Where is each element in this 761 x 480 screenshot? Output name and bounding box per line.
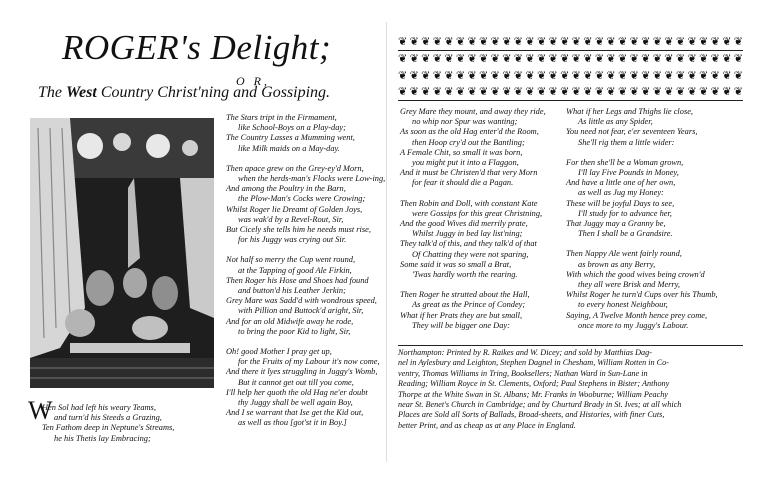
ornament-icon: ❦: [560, 86, 570, 98]
ornament-icon: ❦: [629, 53, 639, 65]
ornament-icon: ❦: [444, 53, 454, 65]
ornament-icon: ❦: [548, 36, 558, 48]
ornament-icon: ❦: [710, 53, 720, 65]
ornament-icon: ❦: [664, 70, 674, 82]
ornament-icon: ❦: [652, 36, 662, 48]
imprint-line: near St. Benet's Church in Cambridge; and by Churturd Brady in St. Ives; at all which: [398, 400, 682, 410]
verse-line: as brown as any Berry,: [578, 259, 656, 269]
ornament-icon: ❦: [479, 86, 489, 98]
verse-line: I'll help her quoth the old Hag ne'er doubt: [226, 387, 368, 397]
verse-line: Ten Fathom deep in Neptune's Streams,: [42, 423, 175, 433]
ornament-icon: ❦: [687, 70, 697, 82]
ornament-icon: ❦: [560, 70, 570, 82]
ornament-icon: ❦: [710, 36, 720, 48]
ornament-icon: ❦: [606, 53, 616, 65]
imprint-line: Reading; William Royce in St. Clements, Oxford; Paul Stephens in Bister; Anthony: [398, 379, 670, 389]
verse-line: And it must be Christen'd that very Morn: [400, 168, 538, 178]
verse-line: That Juggy may a Granny be,: [566, 219, 666, 229]
ornament-icon: ❦: [536, 86, 547, 98]
verse-line: as well as Jug my Honey:: [578, 188, 664, 198]
ornament-icon: ❦: [594, 70, 605, 82]
verse-line: Oh! good Mother I pray get up,: [226, 347, 332, 357]
verse-line: and turn'd his Steeds a Grazing,: [54, 413, 162, 423]
ornament-rule: [398, 50, 743, 51]
ornament-icon: ❦: [536, 36, 547, 48]
ornament-icon: ❦: [583, 86, 593, 98]
ornament-icon: ❦: [467, 53, 477, 65]
verse-line: were Gossips for this great Christning,: [412, 208, 543, 218]
ornament-icon: ❦: [675, 86, 686, 98]
imprint-line: Places are Sold all Sorts of Ballads, Broad-sheets, and Histories, with finer Cuts,: [398, 410, 665, 420]
verse-line: You need not fear, e'er seventeen Years,: [566, 127, 698, 137]
ornament-icon: ❦: [513, 86, 523, 98]
verse-line: I'll lay Five Pounds in Money,: [578, 168, 679, 178]
verse-line: and button'd his Leather Jerkin;: [238, 286, 346, 296]
stanza-gap: [566, 148, 718, 158]
drop-cap: W: [28, 396, 53, 425]
verse-line: But it cannot get out till you come,: [238, 377, 354, 387]
verse-line: Then Roger he strutted about the Hall,: [400, 290, 530, 300]
ornament-icon: ❦: [490, 53, 500, 65]
ornament-icon: ❦: [490, 70, 500, 82]
ornament-icon: ❦: [479, 36, 489, 48]
ornament-icon: ❦: [699, 36, 709, 48]
ornament-icon: ❦: [409, 70, 419, 82]
ornament-icon: ❦: [455, 70, 466, 82]
ornament-icon: ❦: [467, 86, 477, 98]
verse-line: They will be bigger one Day:: [412, 320, 510, 330]
ornament-icon: ❦: [652, 70, 662, 82]
ornament-icon: ❦: [629, 36, 639, 48]
ornament-icon: ❦: [444, 36, 454, 48]
verse-line: Then Roger his Hose and Shoes had found: [226, 275, 369, 285]
stanza-gap: [226, 154, 385, 164]
ornament-icon: ❦: [455, 86, 466, 98]
ornament-icon: ❦: [513, 36, 523, 48]
ornament-icon: ❦: [467, 36, 477, 48]
verse-line: for fear it should die a Pagan.: [412, 178, 514, 188]
verse-line: The Country Lasses a Mumming went,: [226, 133, 355, 143]
ornament-icon: ❦: [398, 70, 408, 82]
ornament-icon: ❦: [617, 36, 628, 48]
verse-line: was wak'd by a Revel-Rout, Sir,: [238, 214, 344, 224]
ornament-icon: ❦: [548, 86, 558, 98]
printer-imprint: [398, 348, 743, 431]
ornament-icon: ❦: [583, 36, 593, 48]
ornament-icon: ❦: [525, 86, 535, 98]
ornament-icon: ❦: [629, 86, 639, 98]
ornament-icon: ❦: [421, 86, 431, 98]
ornament-icon: ❦: [502, 53, 512, 65]
ornament-icon: ❦: [606, 36, 616, 48]
ornament-icon: ❦: [733, 36, 743, 48]
ornament-icon: ❦: [583, 70, 593, 82]
ornament-icon: ❦: [733, 70, 743, 82]
ornament-icon: ❦: [421, 36, 431, 48]
stanza-gap: [226, 337, 385, 347]
verse-line: Grey Mare was Sadd'd with wondrous speed,: [226, 296, 377, 306]
verse-line: no whip nor Spur was wanting;: [412, 117, 518, 127]
verse-line: 'Twas hardly worth the rearing.: [412, 270, 518, 280]
ornament-icon: ❦: [699, 86, 709, 98]
ornament-icon: ❦: [479, 53, 489, 65]
verse-line: then Hoop cry'd out the Bantling;: [412, 137, 525, 147]
verse-line: And for an old Midwife away he rode,: [226, 316, 354, 326]
imprint-line: nel in Aylesbury and Leighton, Stephen Dagnel in Chesham, William Rotten in Co-: [398, 358, 669, 368]
ornament-icon: ❦: [398, 36, 408, 48]
verse-line: And among the Poultry in the Barn,: [226, 184, 346, 194]
ornament-icon: ❦: [421, 53, 431, 65]
ornament-icon: ❦: [502, 36, 512, 48]
sheet-fold: [386, 22, 387, 462]
verse-line: Some said it was so small a Brat,: [400, 259, 512, 269]
verse-line: For then she'll be a Woman grown,: [566, 157, 684, 167]
subtitle-post: Country Christ'ning and Gossiping.: [96, 84, 331, 101]
verse-line: Whilst Juggy in bed lay list'ning;: [412, 229, 523, 239]
verse-line: Saying, A Twelve Month hence prey come,: [566, 310, 708, 320]
ornament-icon: ❦: [675, 36, 686, 48]
verse-line: like Milk maids on a May-day.: [238, 143, 340, 153]
stanza-gap: [566, 239, 718, 249]
ornament-icon: ❦: [398, 86, 408, 98]
verse-line: And there it lyes struggling in Juggy's Womb,: [226, 367, 378, 377]
verse-line: Hen Sol had left his weary Teams,: [42, 403, 156, 412]
ornament-icon: ❦: [536, 70, 547, 82]
ornament-icon: ❦: [629, 70, 639, 82]
verse-line: you might put it into a Flaggon,: [412, 158, 519, 168]
imprint-line: Northampton: Printed by R. Raikes and W. Dicey; and sold by Matthias Dag-: [398, 348, 652, 357]
verse-line: as well as thou [got'st it in Boy.]: [238, 418, 347, 428]
ornament-icon: ❦: [710, 86, 720, 98]
verse-line: when the herds-man's Flocks were Low-ing,: [238, 174, 386, 184]
verse-line: they all were Brisk and Merry,: [578, 280, 681, 290]
verse-line: Then apace grew on the Grey-ey'd Morn,: [226, 163, 364, 173]
verse-line: She'll rig them a little wider:: [578, 137, 675, 147]
verse-column-2: [400, 107, 546, 331]
verse-line: Whilst Roger he turn'd Cups over his Thumb,: [566, 290, 718, 300]
ornament-icon: ❦: [444, 86, 454, 98]
verse-line: like School-Boys on a Play-day;: [238, 123, 346, 133]
verse-line: with Pillion and Buttock'd aright, Sir,: [238, 306, 364, 316]
verse-line: Whilst Roger lie Dreamt of Golden Joys,: [226, 204, 363, 214]
ornament-icon: ❦: [432, 86, 442, 98]
verse-line: Then I shall be a Grandsire.: [578, 229, 673, 239]
ornament-icon: ❦: [421, 70, 431, 82]
ornament-icon: ❦: [641, 86, 651, 98]
ornament-icon: ❦: [571, 86, 581, 98]
verse-line: A Female Chit, so small it was born,: [400, 147, 523, 157]
ornament-icon: ❦: [710, 70, 720, 82]
ornament-icon: ❦: [617, 53, 628, 65]
verse-line: The Stars tript in the Firmament,: [226, 113, 337, 122]
verse-column-1: [226, 113, 385, 429]
ornament-icon: ❦: [525, 70, 535, 82]
ornament-icon: ❦: [733, 53, 743, 65]
stanza-gap: [400, 189, 546, 199]
ornament-icon: ❦: [455, 36, 466, 48]
verse-line: And have a little one of her own,: [566, 178, 676, 188]
ornament-icon: ❦: [455, 53, 466, 65]
ornament-icon: ❦: [409, 86, 419, 98]
verse-line: But Cicely she tells him he needs must rise,: [226, 225, 371, 235]
verse-column-3: [566, 107, 718, 331]
verse-line: to bring the poor Kid to light, Sir,: [238, 326, 351, 336]
ornament-icon: ❦: [594, 53, 605, 65]
ballad-title: ROGER's Delight;: [62, 28, 332, 67]
ornament-icon: ❦: [687, 36, 697, 48]
opening-verse: [42, 403, 174, 444]
verse-line: Then Robin and Doll, with constant Kate: [400, 198, 538, 208]
ornament-icon: ❦: [525, 53, 535, 65]
verse-line: for the Fruits of my Labour it's now come,: [238, 357, 380, 367]
ornament-icon: ❦: [606, 86, 616, 98]
ornament-icon: ❦: [594, 86, 605, 98]
ornament-icon: ❦: [432, 53, 442, 65]
ornament-icon: ❦: [502, 86, 512, 98]
ornament-band-middle: [398, 53, 743, 65]
subtitle-pre: The: [38, 84, 66, 101]
verse-line: As little as any Spider,: [578, 117, 653, 127]
imprint-line: better Print, and as cheap as at any Place in England.: [398, 420, 576, 430]
ornament-band-lower: [398, 70, 743, 82]
ornament-icon: ❦: [722, 70, 732, 82]
verse-line: the Plow-Man's Cocks were Crowing;: [238, 194, 366, 204]
ornament-icon: ❦: [606, 70, 616, 82]
ornament-band-top: [398, 36, 743, 48]
ornament-icon: ❦: [699, 53, 709, 65]
verse-line: As great as the Prince of Condey;: [412, 300, 526, 310]
title-or: O R,: [236, 74, 270, 88]
ornament-icon: ❦: [444, 70, 454, 82]
ornament-icon: ❦: [617, 70, 628, 82]
woodcut-image: [30, 118, 214, 388]
ornament-icon: ❦: [583, 53, 593, 65]
ornament-icon: ❦: [641, 70, 651, 82]
ornament-icon: ❦: [490, 86, 500, 98]
stanza-gap: [400, 280, 546, 290]
subtitle-bold: West: [66, 84, 97, 101]
ornament-icon: ❦: [664, 36, 674, 48]
ornament-icon: ❦: [664, 86, 674, 98]
imprint-line: Thorpe at the White Swan in St. Albans; Mr. Franks in Wooburne; William Peachy: [398, 389, 668, 399]
ornament-icon: ❦: [398, 53, 408, 65]
verse-line: for his Juggy was crying out Sir.: [238, 235, 347, 245]
verse-line: With which the good wives being crown'd: [566, 269, 705, 279]
ornament-icon: ❦: [513, 53, 523, 65]
ornament-icon: ❦: [594, 36, 605, 48]
verse-line: I'll study for to advance her,: [578, 208, 672, 218]
ornament-icon: ❦: [699, 70, 709, 82]
ornament-icon: ❦: [687, 53, 697, 65]
ornament-icon: ❦: [513, 70, 523, 82]
ornament-icon: ❦: [571, 53, 581, 65]
verse-line: Then Nappy Ale went fairly round,: [566, 249, 682, 259]
verse-line: once more to my Juggy's Labour.: [578, 320, 689, 330]
ornament-icon: ❦: [548, 70, 558, 82]
ballad-subtitle: [38, 84, 330, 102]
verse-line: What if her Prats they are but small,: [400, 310, 523, 320]
verse-line: to every honest Neighbour,: [578, 300, 668, 310]
ornament-icon: ❦: [490, 36, 500, 48]
ornament-icon: ❦: [536, 53, 547, 65]
ornament-rule: [398, 100, 743, 101]
ornament-icon: ❦: [548, 53, 558, 65]
ornament-icon: ❦: [722, 36, 732, 48]
ornament-icon: ❦: [641, 36, 651, 48]
verse-line: These will be joyful Days to see,: [566, 198, 675, 208]
verse-line: he his Thetis lay Embracing;: [54, 433, 151, 443]
verse-line: at the Tapping of good Ale Firkin,: [238, 265, 352, 275]
verse-line: And I se warrant that Ise get the Kid out,: [226, 408, 364, 418]
ornament-icon: ❦: [722, 53, 732, 65]
ornament-icon: ❦: [525, 36, 535, 48]
imprint-line: ventry, Thomas Williams in Tring, Booksellers; Nathan Ward in Sun-Lane in: [398, 368, 648, 378]
ornament-icon: ❦: [675, 70, 686, 82]
ornament-icon: ❦: [479, 70, 489, 82]
ornament-icon: ❦: [641, 53, 651, 65]
verse-line: Not half so merry the Cup went round,: [226, 255, 356, 265]
ornament-icon: ❦: [432, 70, 442, 82]
ornament-icon: ❦: [617, 86, 628, 98]
ornament-icon: ❦: [409, 36, 419, 48]
ornament-icon: ❦: [687, 86, 697, 98]
woodcut-illustration: [30, 118, 214, 388]
verse-line: They talk'd of this, and they talk'd of that: [400, 239, 537, 249]
ornament-icon: ❦: [652, 53, 662, 65]
ornament-icon: ❦: [571, 36, 581, 48]
verse-line: What if her Legs and Thighs lie close,: [566, 107, 694, 116]
verse-line: And the good Wives did merrily prate,: [400, 219, 528, 229]
ornament-icon: ❦: [467, 70, 477, 82]
ornament-icon: ❦: [432, 36, 442, 48]
verse-line: Of Chatting they were not sparing,: [412, 249, 529, 259]
stanza-gap: [226, 245, 385, 255]
ornament-icon: ❦: [571, 70, 581, 82]
imprint-rule: [398, 345, 743, 346]
ornament-icon: ❦: [560, 53, 570, 65]
verse-line: As soon as the old Hag enter'd the Room,: [400, 127, 539, 137]
ornament-icon: ❦: [409, 53, 419, 65]
verse-line: thy Juggy shall be well again Boy,: [238, 398, 353, 408]
ornament-icon: ❦: [675, 53, 686, 65]
ornament-icon: ❦: [652, 86, 662, 98]
ornament-icon: ❦: [502, 70, 512, 82]
verse-line: Grey Mare they mount, and away they ride,: [400, 107, 546, 116]
ornament-icon: ❦: [722, 86, 732, 98]
ornament-band-bottom: [398, 86, 743, 98]
ornament-icon: ❦: [560, 36, 570, 48]
ornament-icon: ❦: [733, 86, 743, 98]
ornament-icon: ❦: [664, 53, 674, 65]
